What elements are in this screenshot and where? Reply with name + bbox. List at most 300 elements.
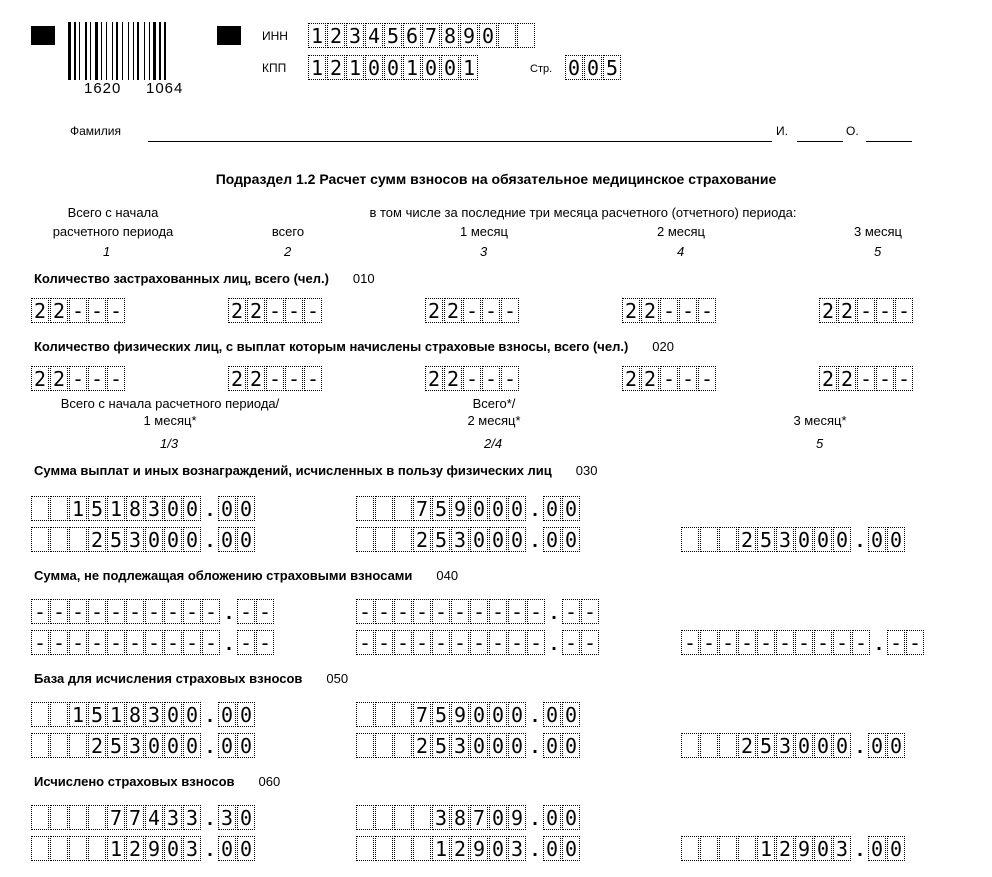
char-cell: 0 — [183, 527, 201, 552]
char-cell: 4 — [365, 23, 383, 48]
char-cell: 3 — [218, 805, 236, 830]
char-cell: 2 — [838, 298, 856, 323]
char-cell: 5 — [432, 702, 450, 727]
char-cell — [681, 733, 699, 758]
kpp-label: КПП — [262, 61, 287, 75]
char-cell: 0 — [470, 733, 488, 758]
char-cell — [700, 836, 718, 861]
char-cell: 2 — [228, 366, 246, 391]
char-cell — [413, 836, 431, 861]
field-030-r2c3[interactable] — [681, 527, 906, 552]
field-020-col5[interactable] — [819, 366, 914, 391]
char-cell — [394, 496, 412, 521]
char-cell: - — [164, 630, 182, 655]
barcode-bar — [101, 22, 102, 80]
char-cell: 2 — [641, 298, 659, 323]
char-cell: - — [285, 366, 303, 391]
char-cell: - — [432, 630, 450, 655]
char-cell — [88, 836, 106, 861]
char-cell: - — [237, 599, 255, 624]
char-cell: - — [394, 599, 412, 624]
char-cell: - — [719, 630, 737, 655]
field-010-col3[interactable] — [425, 298, 520, 323]
char-cell — [375, 733, 393, 758]
barcode-number-right: 1064 — [146, 80, 184, 97]
char-cell — [356, 702, 374, 727]
char-cell — [394, 733, 412, 758]
initial-o-field[interactable] — [866, 141, 912, 142]
char-cell: - — [237, 630, 255, 655]
decimal-point: . — [532, 499, 538, 521]
char-cell: - — [463, 298, 481, 323]
barcode-bar — [149, 22, 150, 80]
char-cell: 7 — [413, 496, 431, 521]
char-cell: 1 — [107, 836, 125, 861]
char-cell: - — [69, 599, 87, 624]
char-cell: - — [256, 630, 274, 655]
char-cell: 5 — [432, 496, 450, 521]
decimal-point: . — [532, 705, 538, 727]
char-cell: - — [107, 366, 125, 391]
col5-number: 5 — [874, 244, 882, 259]
field-010-col1[interactable] — [31, 298, 126, 323]
char-cell: 0 — [562, 527, 580, 552]
field-060-r1c2[interactable] — [356, 805, 581, 830]
char-cell: 0 — [795, 527, 813, 552]
char-cell: - — [69, 630, 87, 655]
char-cell: 5 — [432, 733, 450, 758]
char-cell: - — [895, 298, 913, 323]
char-cell: 7 — [107, 805, 125, 830]
field-040-r1c1[interactable] — [31, 599, 275, 624]
col4-number: 4 — [677, 244, 685, 259]
char-cell: - — [266, 298, 284, 323]
char-cell: 0 — [508, 702, 526, 727]
char-cell — [31, 702, 49, 727]
char-cell: 0 — [164, 733, 182, 758]
char-cell: - — [126, 599, 144, 624]
section-040-label: Сумма, не подлежащая обложению страховыми взносами 040 — [34, 568, 459, 583]
char-cell — [69, 733, 87, 758]
field-060-r2c2[interactable] — [356, 836, 581, 861]
col5-header: 3 месяц — [854, 224, 902, 239]
char-cell: - — [463, 366, 481, 391]
char-cell: 9 — [145, 836, 163, 861]
char-cell — [498, 23, 516, 48]
char-cell: - — [501, 366, 519, 391]
field-050-r1c2[interactable] — [356, 702, 581, 727]
char-cell — [681, 527, 699, 552]
char-cell: - — [88, 298, 106, 323]
char-cell — [700, 527, 718, 552]
field-050-r2c1[interactable] — [31, 733, 256, 758]
char-cell: - — [356, 630, 374, 655]
char-cell — [50, 496, 68, 521]
char-cell: 2 — [31, 298, 49, 323]
char-cell: 2 — [451, 836, 469, 861]
decimal-point: . — [207, 839, 213, 861]
char-cell: 0 — [237, 702, 255, 727]
char-cell: 0 — [543, 702, 561, 727]
char-cell: 2 — [228, 298, 246, 323]
char-cell: - — [183, 630, 201, 655]
char-cell: 0 — [365, 55, 383, 80]
char-cell: 5 — [432, 527, 450, 552]
char-cell: 2 — [31, 366, 49, 391]
char-cell — [356, 733, 374, 758]
field-020-col4[interactable] — [622, 366, 717, 391]
field-040-r2c1[interactable] — [31, 630, 275, 655]
char-cell: 5 — [757, 733, 775, 758]
char-cell: - — [304, 366, 322, 391]
char-cell: 0 — [795, 733, 813, 758]
char-cell: 0 — [489, 836, 507, 861]
col2-number-2: 2/4 — [484, 436, 503, 451]
char-cell: 2 — [622, 298, 640, 323]
decimal-point: . — [857, 736, 863, 758]
col2-header-2b: 2 месяц* — [467, 413, 521, 428]
char-cell — [738, 836, 756, 861]
char-cell: 0 — [479, 23, 497, 48]
char-cell: 0 — [543, 733, 561, 758]
char-cell: 0 — [218, 496, 236, 521]
char-cell: 5 — [384, 23, 402, 48]
char-cell: - — [356, 599, 374, 624]
char-cell: - — [145, 599, 163, 624]
col4-header: 2 месяц — [657, 224, 705, 239]
char-cell: 0 — [489, 805, 507, 830]
page-number-field[interactable] — [565, 55, 622, 80]
char-cell: - — [700, 630, 718, 655]
char-cell: - — [107, 298, 125, 323]
field-010-col5[interactable] — [819, 298, 914, 323]
char-cell: - — [795, 630, 813, 655]
field-010-col2[interactable] — [228, 298, 323, 323]
barcode-bar — [133, 22, 134, 80]
char-cell: 0 — [562, 702, 580, 727]
char-cell: - — [375, 599, 393, 624]
char-cell: 3 — [451, 733, 469, 758]
col1-header-2b: 1 месяц* — [143, 413, 197, 428]
initial-i-field[interactable] — [797, 141, 843, 142]
char-cell: 2 — [88, 733, 106, 758]
surname-label: Фамилия — [70, 124, 121, 138]
char-cell — [356, 527, 374, 552]
section-050-label: База для исчисления страховых взносов 050 — [34, 671, 349, 686]
barcode-bar — [74, 22, 76, 80]
section-060-label: Исчислено страховых взносов 060 — [34, 774, 281, 789]
field-040-r2c3[interactable] — [681, 630, 925, 655]
char-cell: 2 — [444, 298, 462, 323]
char-cell: - — [679, 298, 697, 323]
decimal-point: . — [876, 633, 882, 655]
char-cell — [50, 702, 68, 727]
char-cell: 0 — [470, 527, 488, 552]
char-cell: 0 — [145, 527, 163, 552]
registration-marker-left — [31, 26, 55, 45]
section-030-code: 030 — [575, 463, 598, 478]
field-060-r2c3[interactable] — [681, 836, 906, 861]
char-cell: 2 — [738, 527, 756, 552]
char-cell: 2 — [327, 55, 345, 80]
char-cell: 0 — [237, 527, 255, 552]
char-cell — [31, 496, 49, 521]
barcode-bar — [112, 22, 113, 80]
barcode — [68, 22, 202, 96]
registration-marker-right — [217, 26, 241, 45]
char-cell: - — [69, 298, 87, 323]
char-cell: - — [508, 599, 526, 624]
col3-number: 3 — [480, 244, 488, 259]
char-cell — [394, 702, 412, 727]
char-cell: 5 — [603, 55, 621, 80]
char-cell — [50, 733, 68, 758]
initial-i-label: И. — [776, 124, 788, 138]
char-cell: 0 — [237, 836, 255, 861]
char-cell: 3 — [833, 836, 851, 861]
char-cell: - — [895, 366, 913, 391]
field-030-r2c2[interactable] — [356, 527, 581, 552]
char-cell: - — [489, 630, 507, 655]
barcode-bar — [90, 22, 91, 80]
field-040-r2c2[interactable] — [356, 630, 600, 655]
char-cell: - — [266, 366, 284, 391]
char-cell: 0 — [489, 733, 507, 758]
char-cell: 0 — [489, 702, 507, 727]
char-cell: 0 — [508, 733, 526, 758]
char-cell: - — [857, 298, 875, 323]
char-cell: 2 — [425, 366, 443, 391]
char-cell: 9 — [460, 23, 478, 48]
char-cell: - — [489, 599, 507, 624]
barcode-bar — [144, 22, 145, 80]
decimal-point: . — [226, 633, 232, 655]
char-cell: - — [757, 630, 775, 655]
section-050-code: 050 — [326, 671, 349, 686]
char-cell: 0 — [868, 733, 886, 758]
decimal-point: . — [532, 839, 538, 861]
field-020-col1[interactable] — [31, 366, 126, 391]
char-cell: 0 — [868, 527, 886, 552]
char-cell: - — [31, 599, 49, 624]
char-cell: 7 — [422, 23, 440, 48]
char-cell: 0 — [237, 496, 255, 521]
char-cell: 2 — [622, 366, 640, 391]
char-cell: 0 — [164, 496, 182, 521]
char-cell: - — [833, 630, 851, 655]
char-cell: - — [906, 630, 924, 655]
char-cell: - — [50, 599, 68, 624]
char-cell: 3 — [126, 527, 144, 552]
char-cell: - — [562, 599, 580, 624]
field-050-r1c1[interactable] — [31, 702, 256, 727]
char-cell — [719, 733, 737, 758]
char-cell: 2 — [838, 366, 856, 391]
col1-number: 1 — [103, 244, 111, 259]
char-cell: - — [876, 366, 894, 391]
field-020-col3[interactable] — [425, 366, 520, 391]
char-cell — [31, 527, 49, 552]
char-cell: - — [660, 298, 678, 323]
char-cell: 2 — [50, 298, 68, 323]
char-cell: 0 — [218, 527, 236, 552]
barcode-bar — [85, 22, 87, 80]
char-cell: - — [852, 630, 870, 655]
char-cell: 1 — [346, 55, 364, 80]
page-title: Подраздел 1.2 Расчет сумм взносов на обязательное медицинское страхование — [215, 171, 777, 187]
char-cell — [375, 836, 393, 861]
char-cell — [375, 496, 393, 521]
char-cell — [394, 527, 412, 552]
char-cell — [413, 805, 431, 830]
field-020-col2[interactable] — [228, 366, 323, 391]
char-cell: 2 — [247, 366, 265, 391]
char-cell: 3 — [145, 496, 163, 521]
char-cell: 5 — [107, 527, 125, 552]
section-010-code: 010 — [352, 271, 375, 286]
col2-header: всего — [271, 224, 305, 239]
char-cell: 0 — [145, 733, 163, 758]
char-cell: 3 — [126, 733, 144, 758]
char-cell: 0 — [218, 733, 236, 758]
char-cell — [517, 23, 535, 48]
barcode-bar — [79, 22, 80, 80]
char-cell: 3 — [183, 805, 201, 830]
char-cell — [69, 805, 87, 830]
char-cell: 1 — [432, 836, 450, 861]
col1-header-2a: Всего с начала расчетного периода/ — [60, 396, 280, 411]
char-cell: - — [581, 599, 599, 624]
char-cell: 0 — [218, 836, 236, 861]
char-cell: - — [88, 630, 106, 655]
char-cell: 0 — [887, 836, 905, 861]
field-010-col4[interactable] — [622, 298, 717, 323]
char-cell: 0 — [164, 836, 182, 861]
col3-number-2: 5 — [816, 436, 824, 451]
char-cell: 0 — [562, 733, 580, 758]
col2-header-2a: Всего*/ — [472, 396, 516, 411]
field-050-r2c2[interactable] — [356, 733, 581, 758]
char-cell: 0 — [164, 527, 182, 552]
char-cell: 0 — [237, 805, 255, 830]
char-cell — [31, 836, 49, 861]
char-cell — [681, 836, 699, 861]
char-cell: 1 — [107, 702, 125, 727]
char-cell: 0 — [183, 733, 201, 758]
char-cell: - — [451, 599, 469, 624]
field-060-r2c1[interactable] — [31, 836, 256, 861]
char-cell: 0 — [868, 836, 886, 861]
section-010-label: Количество застрахованных лиц, всего (чел.) 010 — [34, 271, 375, 286]
char-cell — [719, 836, 737, 861]
char-cell: - — [698, 366, 716, 391]
col2-number: 2 — [284, 244, 292, 259]
char-cell: 0 — [543, 836, 561, 861]
decimal-point: . — [857, 839, 863, 861]
barcode-bar — [95, 22, 98, 80]
decimal-point: . — [532, 530, 538, 552]
char-cell: 0 — [237, 733, 255, 758]
decimal-point: . — [226, 602, 232, 624]
char-cell: 3 — [432, 805, 450, 830]
char-cell: - — [876, 298, 894, 323]
section-030-label: Сумма выплат и иных вознаграждений, исчисленных в пользу физических лиц 030 — [34, 463, 598, 478]
decimal-point: . — [857, 530, 863, 552]
char-cell: 0 — [543, 805, 561, 830]
field-040-r1c2[interactable] — [356, 599, 600, 624]
char-cell: 4 — [145, 805, 163, 830]
field-050-r2c3[interactable] — [681, 733, 906, 758]
char-cell: - — [679, 366, 697, 391]
char-cell: 2 — [413, 733, 431, 758]
field-060-r1c1[interactable] — [31, 805, 256, 830]
char-cell: 1 — [308, 55, 326, 80]
kpp-field[interactable] — [308, 55, 479, 80]
char-cell: 1 — [460, 55, 478, 80]
char-cell — [50, 836, 68, 861]
char-cell: 2 — [327, 23, 345, 48]
char-cell: 3 — [776, 733, 794, 758]
field-030-r2c1[interactable] — [31, 527, 256, 552]
char-cell: 7 — [413, 702, 431, 727]
char-cell: - — [107, 599, 125, 624]
char-cell — [356, 496, 374, 521]
col3-header-2: 3 месяц* — [793, 413, 847, 428]
char-cell: 5 — [88, 702, 106, 727]
char-cell: - — [394, 630, 412, 655]
char-cell: 8 — [126, 496, 144, 521]
char-cell — [88, 805, 106, 830]
decimal-point: . — [207, 499, 213, 521]
char-cell: 9 — [795, 836, 813, 861]
char-cell: 3 — [508, 836, 526, 861]
field-030-r1c1[interactable] — [31, 496, 256, 521]
surname-field[interactable] — [148, 141, 772, 142]
char-cell: - — [202, 599, 220, 624]
barcode-bar — [122, 22, 123, 80]
char-cell: 3 — [164, 805, 182, 830]
char-cell: 0 — [887, 733, 905, 758]
char-cell: 0 — [470, 702, 488, 727]
field-030-r1c2[interactable] — [356, 496, 581, 521]
char-cell: - — [145, 630, 163, 655]
inn-field[interactable] — [308, 23, 536, 48]
char-cell: 2 — [738, 733, 756, 758]
char-cell: 3 — [346, 23, 364, 48]
char-cell: 9 — [451, 702, 469, 727]
char-cell: - — [562, 630, 580, 655]
char-cell: - — [501, 298, 519, 323]
barcode-bar — [159, 22, 161, 80]
char-cell: 1 — [69, 702, 87, 727]
char-cell — [375, 805, 393, 830]
char-cell: 7 — [126, 805, 144, 830]
barcode-number-left: 1620 — [84, 80, 122, 97]
decimal-point: . — [551, 633, 557, 655]
char-cell: 5 — [757, 527, 775, 552]
char-cell: - — [482, 298, 500, 323]
char-cell: 9 — [508, 805, 526, 830]
char-cell: 2 — [776, 836, 794, 861]
char-cell: 0 — [508, 496, 526, 521]
char-cell: 0 — [422, 55, 440, 80]
char-cell: - — [581, 630, 599, 655]
char-cell: 0 — [489, 527, 507, 552]
barcode-bar — [137, 22, 139, 80]
char-cell — [356, 836, 374, 861]
barcode-bar — [164, 22, 166, 80]
decimal-point: . — [551, 602, 557, 624]
